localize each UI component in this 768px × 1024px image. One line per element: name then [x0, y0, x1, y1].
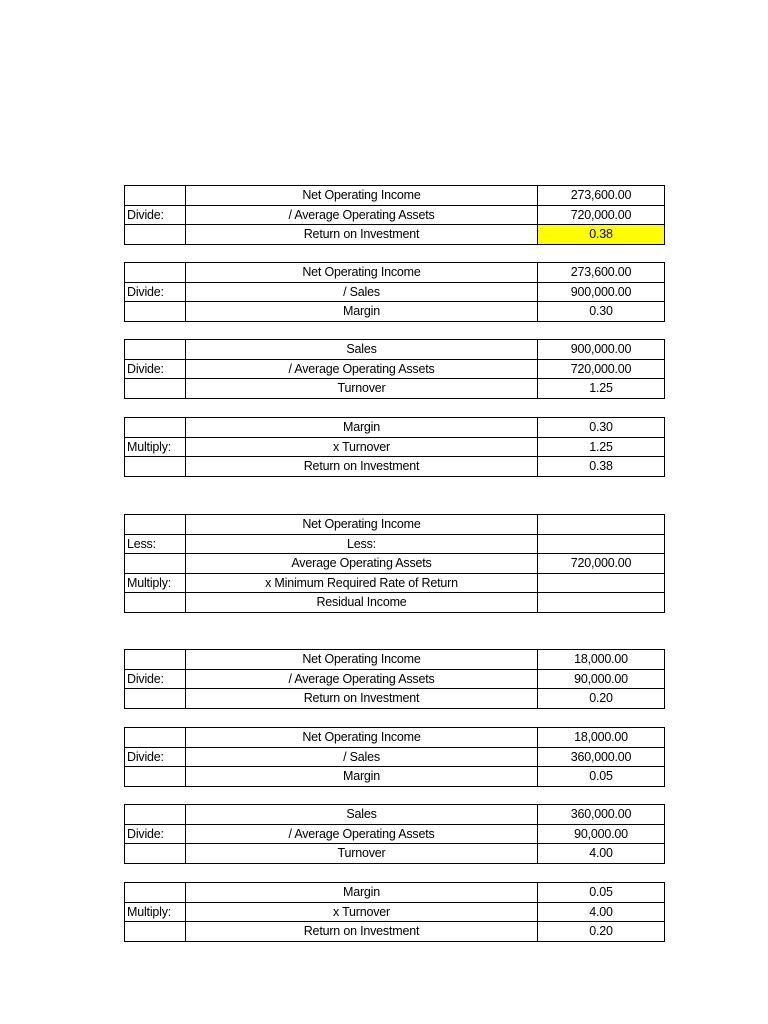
table-row: [125, 282, 665, 302]
table-row: [125, 534, 665, 554]
description-cell[interactable]: / Sales: [186, 282, 538, 302]
value-cell[interactable]: 0.05: [538, 767, 665, 787]
value-cell[interactable]: 0.05: [538, 883, 665, 903]
description-cell[interactable]: Margin: [186, 883, 538, 903]
value-cell[interactable]: 4.00: [538, 844, 665, 864]
operation-label-cell[interactable]: [125, 225, 186, 245]
value-cell[interactable]: 0.38: [538, 225, 665, 245]
table-row: [125, 225, 665, 245]
value-cell[interactable]: 0.30: [538, 418, 665, 438]
description-cell[interactable]: Sales: [186, 340, 538, 360]
operation-label-cell[interactable]: [125, 883, 186, 903]
description-cell[interactable]: x Minimum Required Rate of Return: [186, 573, 538, 593]
value-cell[interactable]: 18,000.00: [538, 650, 665, 670]
table-row: [125, 515, 665, 535]
table-row: [125, 902, 665, 922]
table-row: [125, 186, 665, 206]
description-cell[interactable]: / Sales: [186, 747, 538, 767]
operation-label-cell[interactable]: [125, 650, 186, 670]
description-cell[interactable]: Return on Investment: [186, 689, 538, 709]
calc-table: [124, 649, 665, 709]
table-row: [125, 205, 665, 225]
operation-label-cell[interactable]: Multiply:: [125, 573, 186, 593]
table-row: [125, 728, 665, 748]
table-row: [125, 340, 665, 360]
value-cell[interactable]: 1.25: [538, 437, 665, 457]
table-row: [125, 689, 665, 709]
operation-label-cell[interactable]: [125, 302, 186, 322]
description-cell[interactable]: Return on Investment: [186, 225, 538, 245]
operation-label-cell[interactable]: Divide:: [125, 824, 186, 844]
description-cell[interactable]: / Average Operating Assets: [186, 359, 538, 379]
description-cell[interactable]: Return on Investment: [186, 457, 538, 477]
value-cell[interactable]: [538, 593, 665, 613]
description-cell[interactable]: Net Operating Income: [186, 650, 538, 670]
description-cell[interactable]: / Average Operating Assets: [186, 669, 538, 689]
description-cell[interactable]: Turnover: [186, 844, 538, 864]
value-cell[interactable]: 0.20: [538, 689, 665, 709]
calc-table: [124, 262, 665, 322]
operation-label-cell[interactable]: [125, 418, 186, 438]
table-row: [125, 669, 665, 689]
description-cell[interactable]: x Turnover: [186, 902, 538, 922]
operation-label-cell[interactable]: [125, 593, 186, 613]
operation-label-cell[interactable]: [125, 186, 186, 206]
table-row: [125, 650, 665, 670]
value-cell[interactable]: 4.00: [538, 902, 665, 922]
description-cell[interactable]: Sales: [186, 805, 538, 825]
table-row: [125, 263, 665, 283]
description-cell[interactable]: Residual Income: [186, 593, 538, 613]
table-row: [125, 573, 665, 593]
operation-label-cell[interactable]: [125, 379, 186, 399]
table-row: [125, 767, 665, 787]
operation-label-cell[interactable]: Divide:: [125, 747, 186, 767]
operation-label-cell[interactable]: Multiply:: [125, 437, 186, 457]
description-cell[interactable]: x Turnover: [186, 437, 538, 457]
table-row: [125, 359, 665, 379]
value-cell[interactable]: [538, 534, 665, 554]
table-row: [125, 844, 665, 864]
operation-label-cell[interactable]: [125, 515, 186, 535]
description-cell[interactable]: Net Operating Income: [186, 186, 538, 206]
value-cell[interactable]: 360,000.00: [538, 805, 665, 825]
calc-table: [124, 727, 665, 787]
operation-label-cell[interactable]: [125, 767, 186, 787]
table-row: [125, 302, 665, 322]
table-row: [125, 883, 665, 903]
description-cell[interactable]: Average Operating Assets: [186, 554, 538, 574]
description-cell[interactable]: Net Operating Income: [186, 728, 538, 748]
value-cell[interactable]: 0.30: [538, 302, 665, 322]
value-cell[interactable]: [538, 573, 665, 593]
value-cell[interactable]: 720,000.00: [538, 205, 665, 225]
description-cell[interactable]: Return on Investment: [186, 922, 538, 942]
value-cell[interactable]: 90,000.00: [538, 824, 665, 844]
description-cell[interactable]: Turnover: [186, 379, 538, 399]
table-row: [125, 747, 665, 767]
description-cell[interactable]: / Average Operating Assets: [186, 205, 538, 225]
operation-label-cell[interactable]: Less:: [125, 534, 186, 554]
value-cell[interactable]: 720,000.00: [538, 359, 665, 379]
calc-table: [124, 185, 665, 245]
value-cell[interactable]: 0.20: [538, 922, 665, 942]
value-cell[interactable]: 273,600.00: [538, 186, 665, 206]
value-cell[interactable]: 273,600.00: [538, 263, 665, 283]
description-cell[interactable]: Less:: [186, 534, 538, 554]
description-cell[interactable]: Net Operating Income: [186, 515, 538, 535]
operation-label-cell[interactable]: [125, 922, 186, 942]
table-row: [125, 824, 665, 844]
value-cell[interactable]: 1.25: [538, 379, 665, 399]
table-row: [125, 922, 665, 942]
description-cell[interactable]: Margin: [186, 302, 538, 322]
operation-label-cell[interactable]: [125, 728, 186, 748]
calc-table: [124, 417, 665, 477]
value-cell[interactable]: 18,000.00: [538, 728, 665, 748]
value-cell[interactable]: 90,000.00: [538, 669, 665, 689]
description-cell[interactable]: / Average Operating Assets: [186, 824, 538, 844]
operation-label-cell[interactable]: [125, 340, 186, 360]
table-row: [125, 554, 665, 574]
table-row: [125, 379, 665, 399]
value-cell[interactable]: [538, 515, 665, 535]
operation-label-cell[interactable]: [125, 263, 186, 283]
description-cell[interactable]: Margin: [186, 418, 538, 438]
operation-label-cell[interactable]: Divide:: [125, 669, 186, 689]
operation-label-cell[interactable]: Multiply:: [125, 902, 186, 922]
table-row: [125, 437, 665, 457]
value-cell[interactable]: 360,000.00: [538, 747, 665, 767]
calc-table: [124, 882, 665, 942]
table-row: [125, 457, 665, 477]
operation-label-cell[interactable]: [125, 689, 186, 709]
description-cell[interactable]: Net Operating Income: [186, 263, 538, 283]
calc-table: [124, 339, 665, 399]
value-cell[interactable]: 900,000.00: [538, 282, 665, 302]
table-row: [125, 418, 665, 438]
description-cell[interactable]: Margin: [186, 767, 538, 787]
calc-table: [124, 804, 665, 864]
operation-label-cell[interactable]: Divide:: [125, 359, 186, 379]
operation-label-cell[interactable]: [125, 554, 186, 574]
table-row: [125, 593, 665, 613]
operation-label-cell[interactable]: [125, 457, 186, 477]
operation-label-cell[interactable]: Divide:: [125, 205, 186, 225]
calc-table: [124, 514, 665, 613]
value-cell[interactable]: 900,000.00: [538, 340, 665, 360]
table-row: [125, 805, 665, 825]
value-cell[interactable]: 0.38: [538, 457, 665, 477]
operation-label-cell[interactable]: Divide:: [125, 282, 186, 302]
operation-label-cell[interactable]: [125, 805, 186, 825]
value-cell[interactable]: 720,000.00: [538, 554, 665, 574]
operation-label-cell[interactable]: [125, 844, 186, 864]
